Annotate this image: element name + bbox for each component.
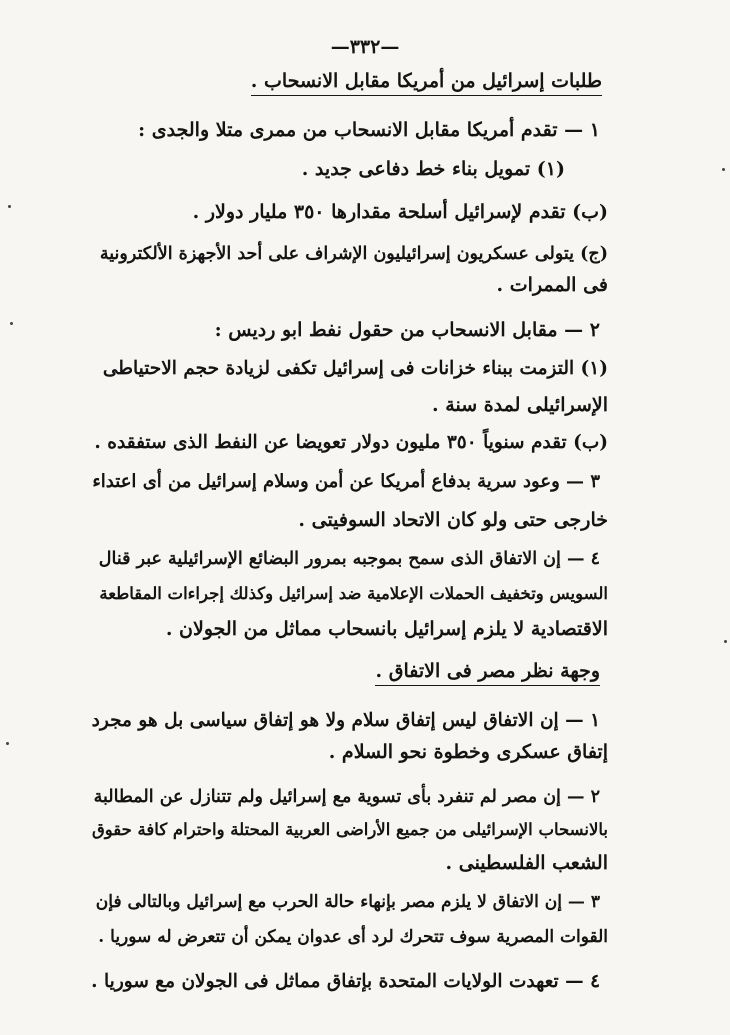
scan-speck [724,640,727,643]
paragraph-line: ٢ — مقابل الانسحاب من حقول نفط ابو رديس : [214,319,600,341]
scan-speck [8,205,11,208]
paragraph-line: خارجى حتى ولو كان الاتحاد السوفيتى . [298,509,608,531]
paragraph-line: ٤ — إن الاتفاق الذى سمح بموجبه بمرور البضائع الإسرائيلية عبر قنال [98,549,600,569]
paragraph-line: إتفاق عسكرى وخطوة نحو السلام . [328,741,608,763]
paragraph-line: القوات المصرية سوف تتحرك لرد أى عدوان يمكن أن تتعرض له سوريا . [98,927,608,947]
heading-egypt-view: وجهة نظر مصر فى الاتفاق . [375,660,600,686]
paragraph-line: بالانسحاب الإسرائيلى من جميع الأراضى العربية المحتلة واحترام كافة حقوق [91,820,608,839]
paragraph-line: الشعب الفلسطينى . [445,852,608,874]
paragraph-line: ٢ — إن مصر لم تنفرد بأى تسوية مع إسرائيل ولم تتنازل عن المطالبة [93,787,600,807]
paragraph-line: (ب) تقدم لإسرائيل أسلحة مقدارها ٣٥٠ مليار دولار . [192,201,608,223]
paragraph-line: (١) التزمت ببناء خزانات فى إسرائيل تكفى لزيادة حجم الاحتياطى [102,358,608,379]
paragraph-line: (١) تمويل بناء خط دفاعى جديد . [301,158,565,180]
page-number: —٣٣٢— [330,36,400,58]
paragraph-line: ١ — إن الاتفاق ليس إتفاق سلام ولا هو إتفاق سياسى بل هو مجرد [91,710,600,731]
paragraph-line: الإسرائيلى لمدة سنة . [432,394,608,416]
paragraph-line: السويس وتخفيف الحملات الإعلامية ضد إسرائيل وكذلك إجراءات المقاطعة [99,584,608,603]
paragraph-line: (ب) تقدم سنوياً ٣٥٠ مليون دولار تعويضا عن النفط الذى ستفقده . [94,432,608,453]
paragraph-line: ١ — تقدم أمريكا مقابل الانسحاب من ممرى متلا والجدى : [138,119,600,141]
scan-speck [722,168,725,171]
scan-speck [6,742,9,745]
paragraph-line: (ج) يتولى عسكريون إسرائيليون الإشراف على أحد الأجهزة الألكترونية [99,244,608,264]
paragraph-line: فى الممرات . [496,274,608,296]
paragraph-line: الاقتصادية لا يلزم إسرائيل بانسحاب مماثل من الجولان . [165,618,608,640]
paragraph-line: ٣ — وعود سرية بدفاع أمريكا عن أمن وسلام إسرائيل من أى اعتداء [92,471,600,492]
heading-israel-demands: طلبات إسرائيل من أمريكا مقابل الانسحاب . [251,70,602,96]
paragraph-line: ٤ — تعهدت الولايات المتحدة بإتفاق مماثل فى الجولان مع سوريا . [91,971,600,992]
paragraph-line: ٣ — إن الاتفاق لا يلزم مصر بإنهاء حالة الحرب مع إسرائيل وبالتالى فإن [95,892,600,912]
scan-speck [10,322,13,325]
